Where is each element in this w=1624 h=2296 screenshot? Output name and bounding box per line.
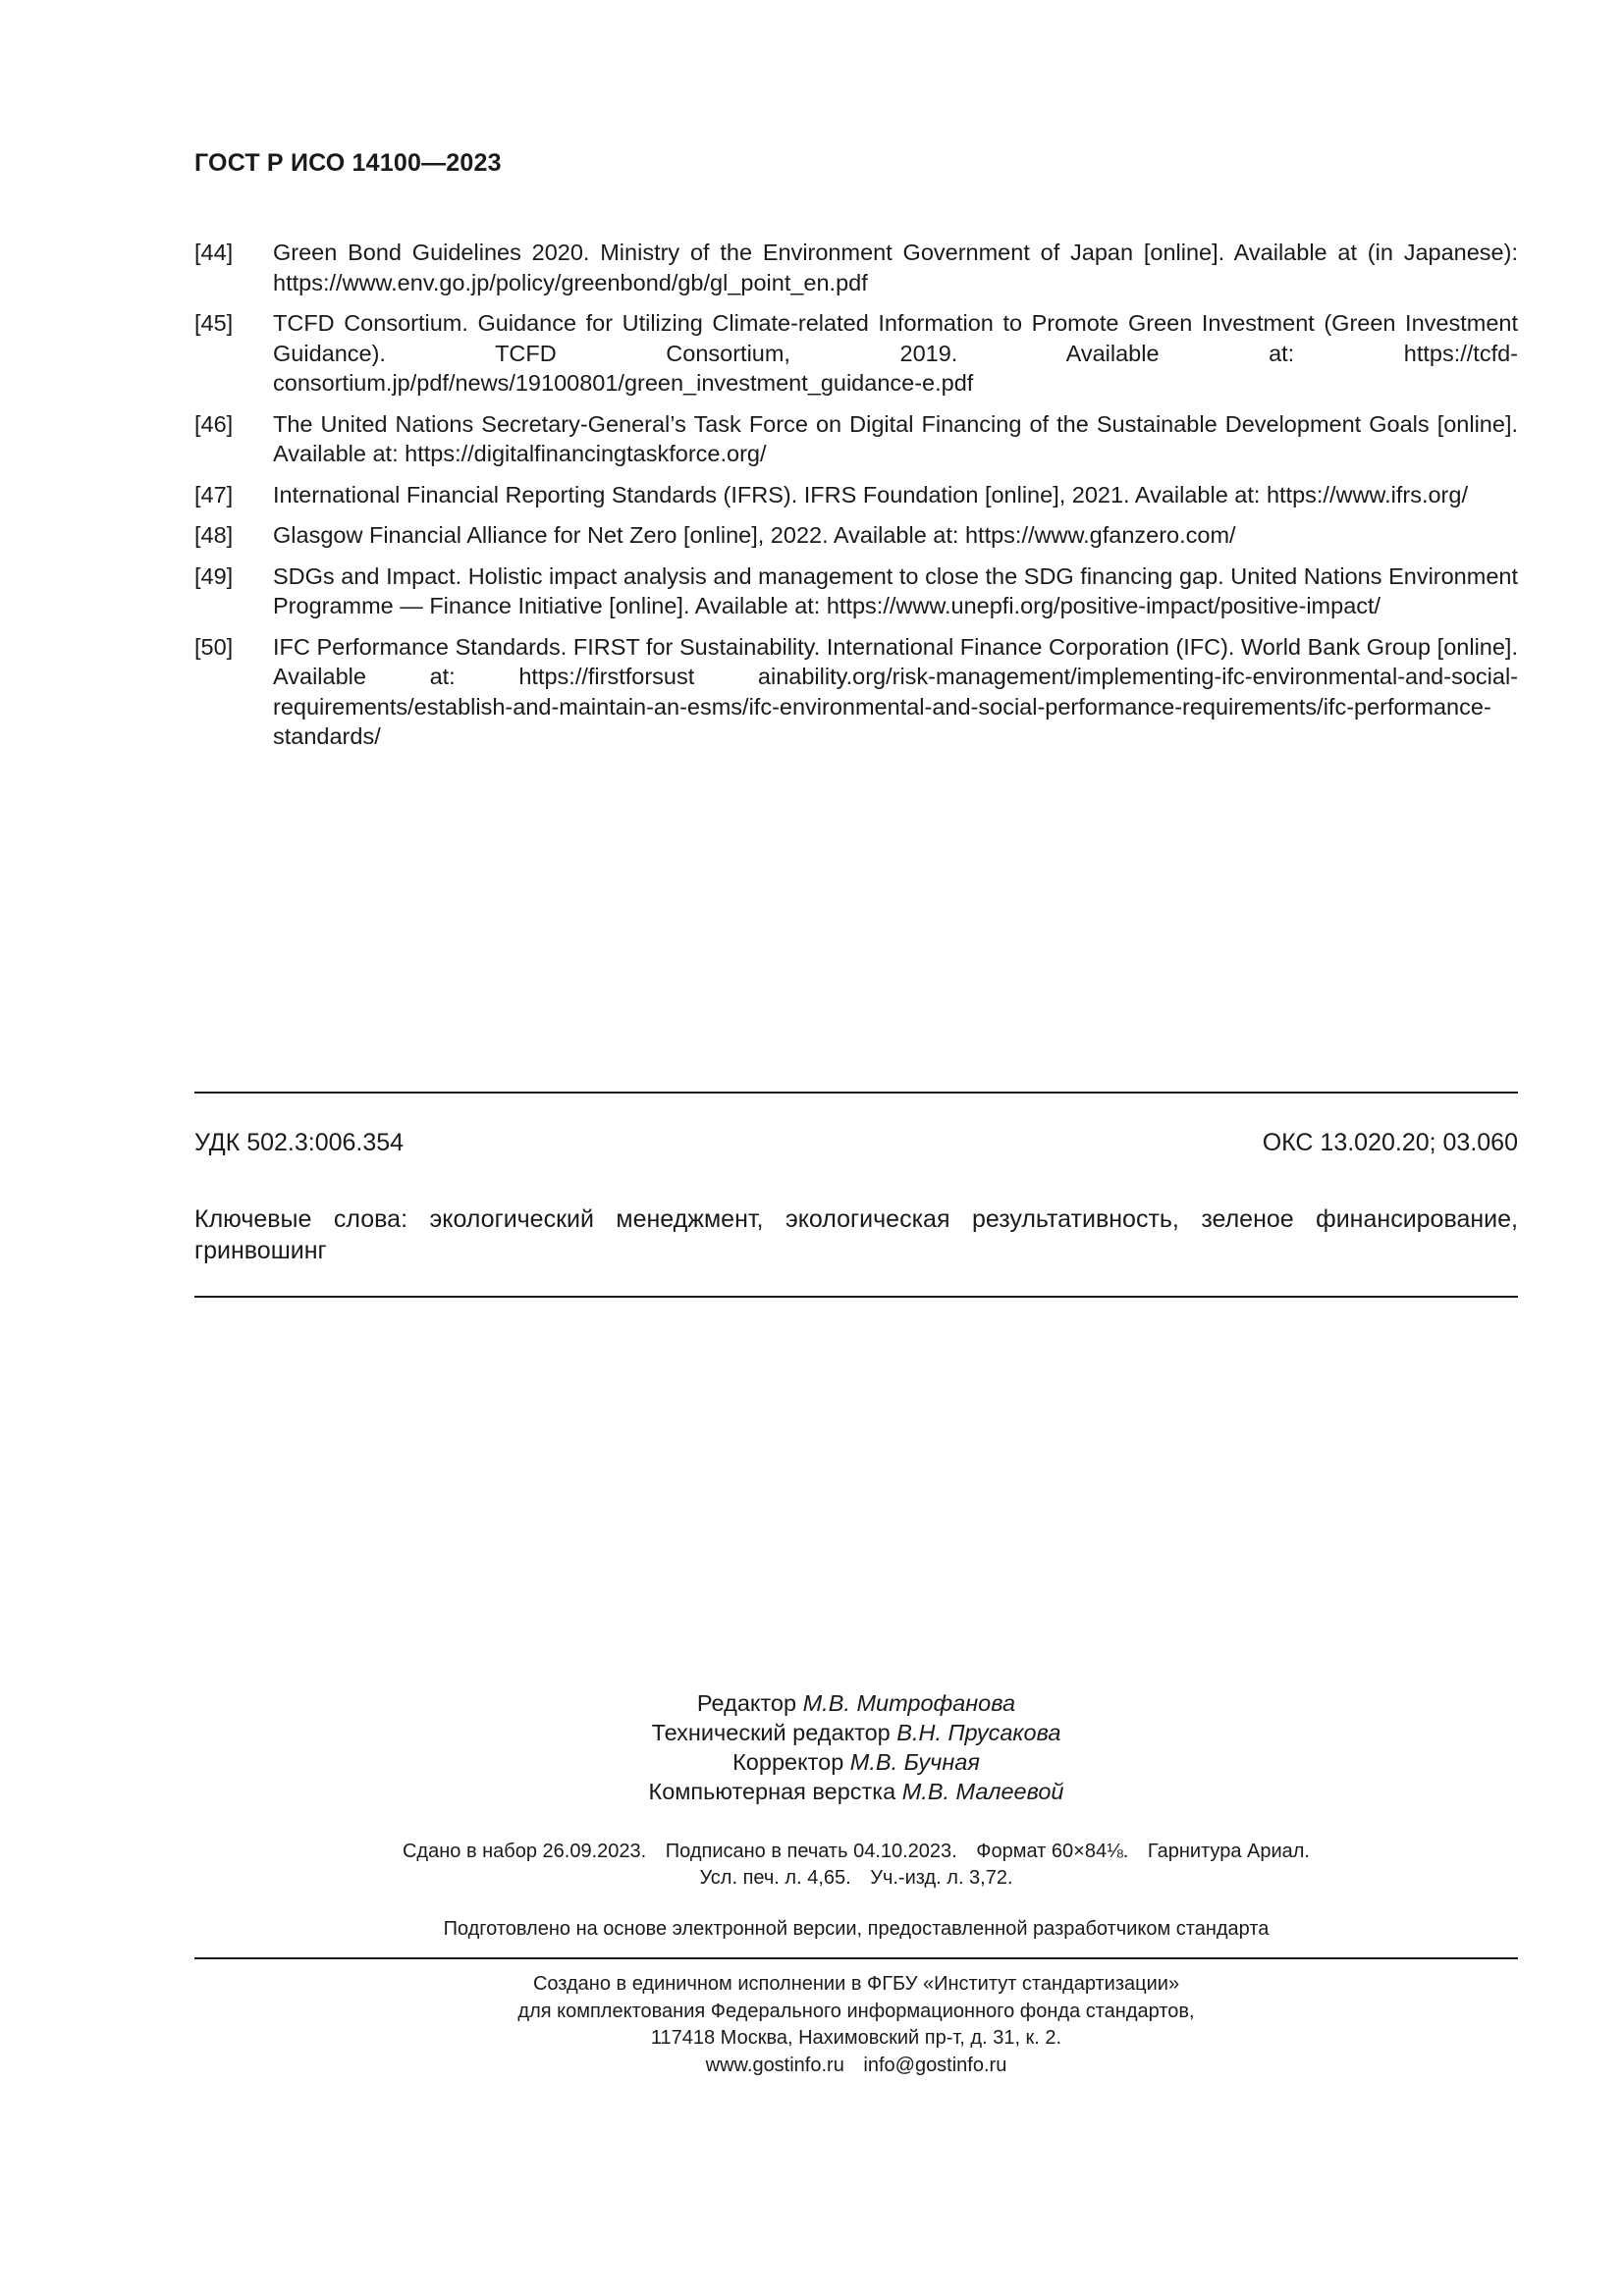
print-info-line bbox=[194, 1865, 1518, 1892]
entry-text: SDGs and Impact. Holistic impact analysis and management to close the SDG financing gap. United Nations Environment Programme — Finance Initiative [online]. Available at: https://www.unepfi.org/positive-impact/positive-impact/ bbox=[273, 562, 1518, 618]
keywords: Ключевые слова: экологический менеджмент, экологическая результативность, зеленое финансирование, гринвошинг bbox=[194, 1205, 1518, 1264]
publisher-line: для комплектования Федерального информационного фонда стандартов, bbox=[517, 2000, 1195, 2022]
bibliography-entry bbox=[194, 238, 1518, 297]
print-info bbox=[194, 1839, 1518, 1892]
entry-number: [44] bbox=[194, 240, 234, 265]
entry-number: [45] bbox=[194, 310, 234, 336]
publisher-contacts bbox=[194, 2053, 1518, 2080]
entry-text: International Financial Reporting Standards (IFRS). IFRS Foundation [online], 2021. Available at: https://www.ifrs.org/ bbox=[273, 481, 1468, 507]
print-info-line bbox=[194, 1839, 1518, 1865]
paper-format: Формат 60×84⅛. bbox=[976, 1841, 1129, 1862]
entry-number: [46] bbox=[194, 410, 234, 437]
credit-role: Технический редактор bbox=[651, 1720, 891, 1745]
bibliography-entry bbox=[194, 520, 1518, 551]
submitted-date: Сдано в набор 26.09.2023. bbox=[402, 1841, 647, 1862]
bibliography-entry bbox=[194, 632, 1518, 752]
email-link[interactable]: info@gostinfo.ru bbox=[863, 2054, 1007, 2076]
publisher-line: Создано в единичном исполнении в ФГБУ «Институт стандартизации» bbox=[532, 1973, 1180, 1995]
entry-text: IFC Performance Standards. FIRST for Sustainability. International Finance Corporation (IFC). World Bank Group [online]. Available at: https://firstforsust ainability.org/risk-management/implementing-ifc-environmental-and-social-requirements/establish-and-maintain-an-esms/ifc-environmental-and-social-performance-requirements/ifc-performance-standards/ bbox=[273, 633, 1518, 749]
divider-keywords bbox=[194, 1296, 1518, 1298]
entry-text: Green Bond Guidelines 2020. Ministry of the Environment Government of Japan [online]. Available at (in Japanese): https://www.env.go.jp/policy/greenbond/gb/gl_point_en.pdf bbox=[273, 240, 1518, 295]
entry-number: [48] bbox=[194, 522, 234, 548]
publisher-address: 117418 Москва, Нахимовский пр-т, д. 31, к. 2. bbox=[650, 2027, 1062, 2049]
bibliography-list bbox=[194, 238, 1518, 763]
credit-role: Корректор bbox=[732, 1749, 844, 1775]
bibliography-entry bbox=[194, 308, 1518, 399]
divider-bottom bbox=[194, 1957, 1518, 1959]
oks-code: ОКС 13.020.20; 03.060 bbox=[1262, 1129, 1518, 1156]
prepared-note: Подготовлено на основе электронной версии, предоставленной разработчиком стандарта bbox=[443, 1918, 1270, 1940]
publisher-info bbox=[194, 1971, 1518, 2079]
document-header: ГОСТ Р ИСО 14100—2023 bbox=[194, 149, 502, 177]
print-sheets: Усл. печ. л. 4,65. bbox=[699, 1867, 851, 1889]
bibliography-entry bbox=[194, 561, 1518, 621]
entry-text: The United Nations Secretary-General’s Task Force on Digital Financing of the Sustainable Development Goals [online]. Available at: https://digitalfinancingtaskforce.org/ bbox=[273, 410, 1518, 466]
credit-role: Редактор bbox=[696, 1690, 797, 1716]
divider-top bbox=[194, 1092, 1518, 1094]
entry-number: [50] bbox=[194, 633, 234, 660]
credits-block bbox=[194, 1688, 1518, 1806]
publication-sheets: Уч.-изд. л. 3,72. bbox=[870, 1867, 1013, 1889]
website-link[interactable]: www.gostinfo.ru bbox=[705, 2054, 844, 2076]
entry-number: [49] bbox=[194, 562, 234, 589]
credit-name: М.В. Малеевой bbox=[901, 1779, 1064, 1804]
bibliography-entry bbox=[194, 480, 1518, 510]
entry-text: TCFD Consortium. Guidance for Utilizing Climate-related Information to Promote Green Investment (Green Investment Guidance). TCFD Consortium, 2019. Available at: https://tcfd-consortium.jp/pdf/news/19100801/green_investment_guidance-e.pdf bbox=[273, 310, 1518, 396]
credit-line bbox=[194, 1688, 1518, 1718]
credit-line bbox=[194, 1718, 1518, 1747]
credit-line bbox=[194, 1747, 1518, 1777]
credit-name: М.В. Митрофанова bbox=[802, 1690, 1016, 1716]
entry-number: [47] bbox=[194, 481, 234, 507]
typeface: Гарнитура Ариал. bbox=[1147, 1841, 1310, 1862]
bibliography-entry bbox=[194, 409, 1518, 469]
credit-line bbox=[194, 1777, 1518, 1806]
credit-name: В.Н. Прусакова bbox=[896, 1720, 1061, 1745]
credit-name: М.В. Бучная bbox=[849, 1749, 980, 1775]
credit-role: Компьютерная верстка bbox=[648, 1779, 896, 1804]
udk-code: УДК 502.3:006.354 bbox=[194, 1129, 405, 1156]
signed-date: Подписано в печать 04.10.2023. bbox=[665, 1841, 957, 1862]
entry-text: Glasgow Financial Alliance for Net Zero [online], 2022. Available at: https://www.gfanzero.com/ bbox=[273, 522, 1236, 548]
